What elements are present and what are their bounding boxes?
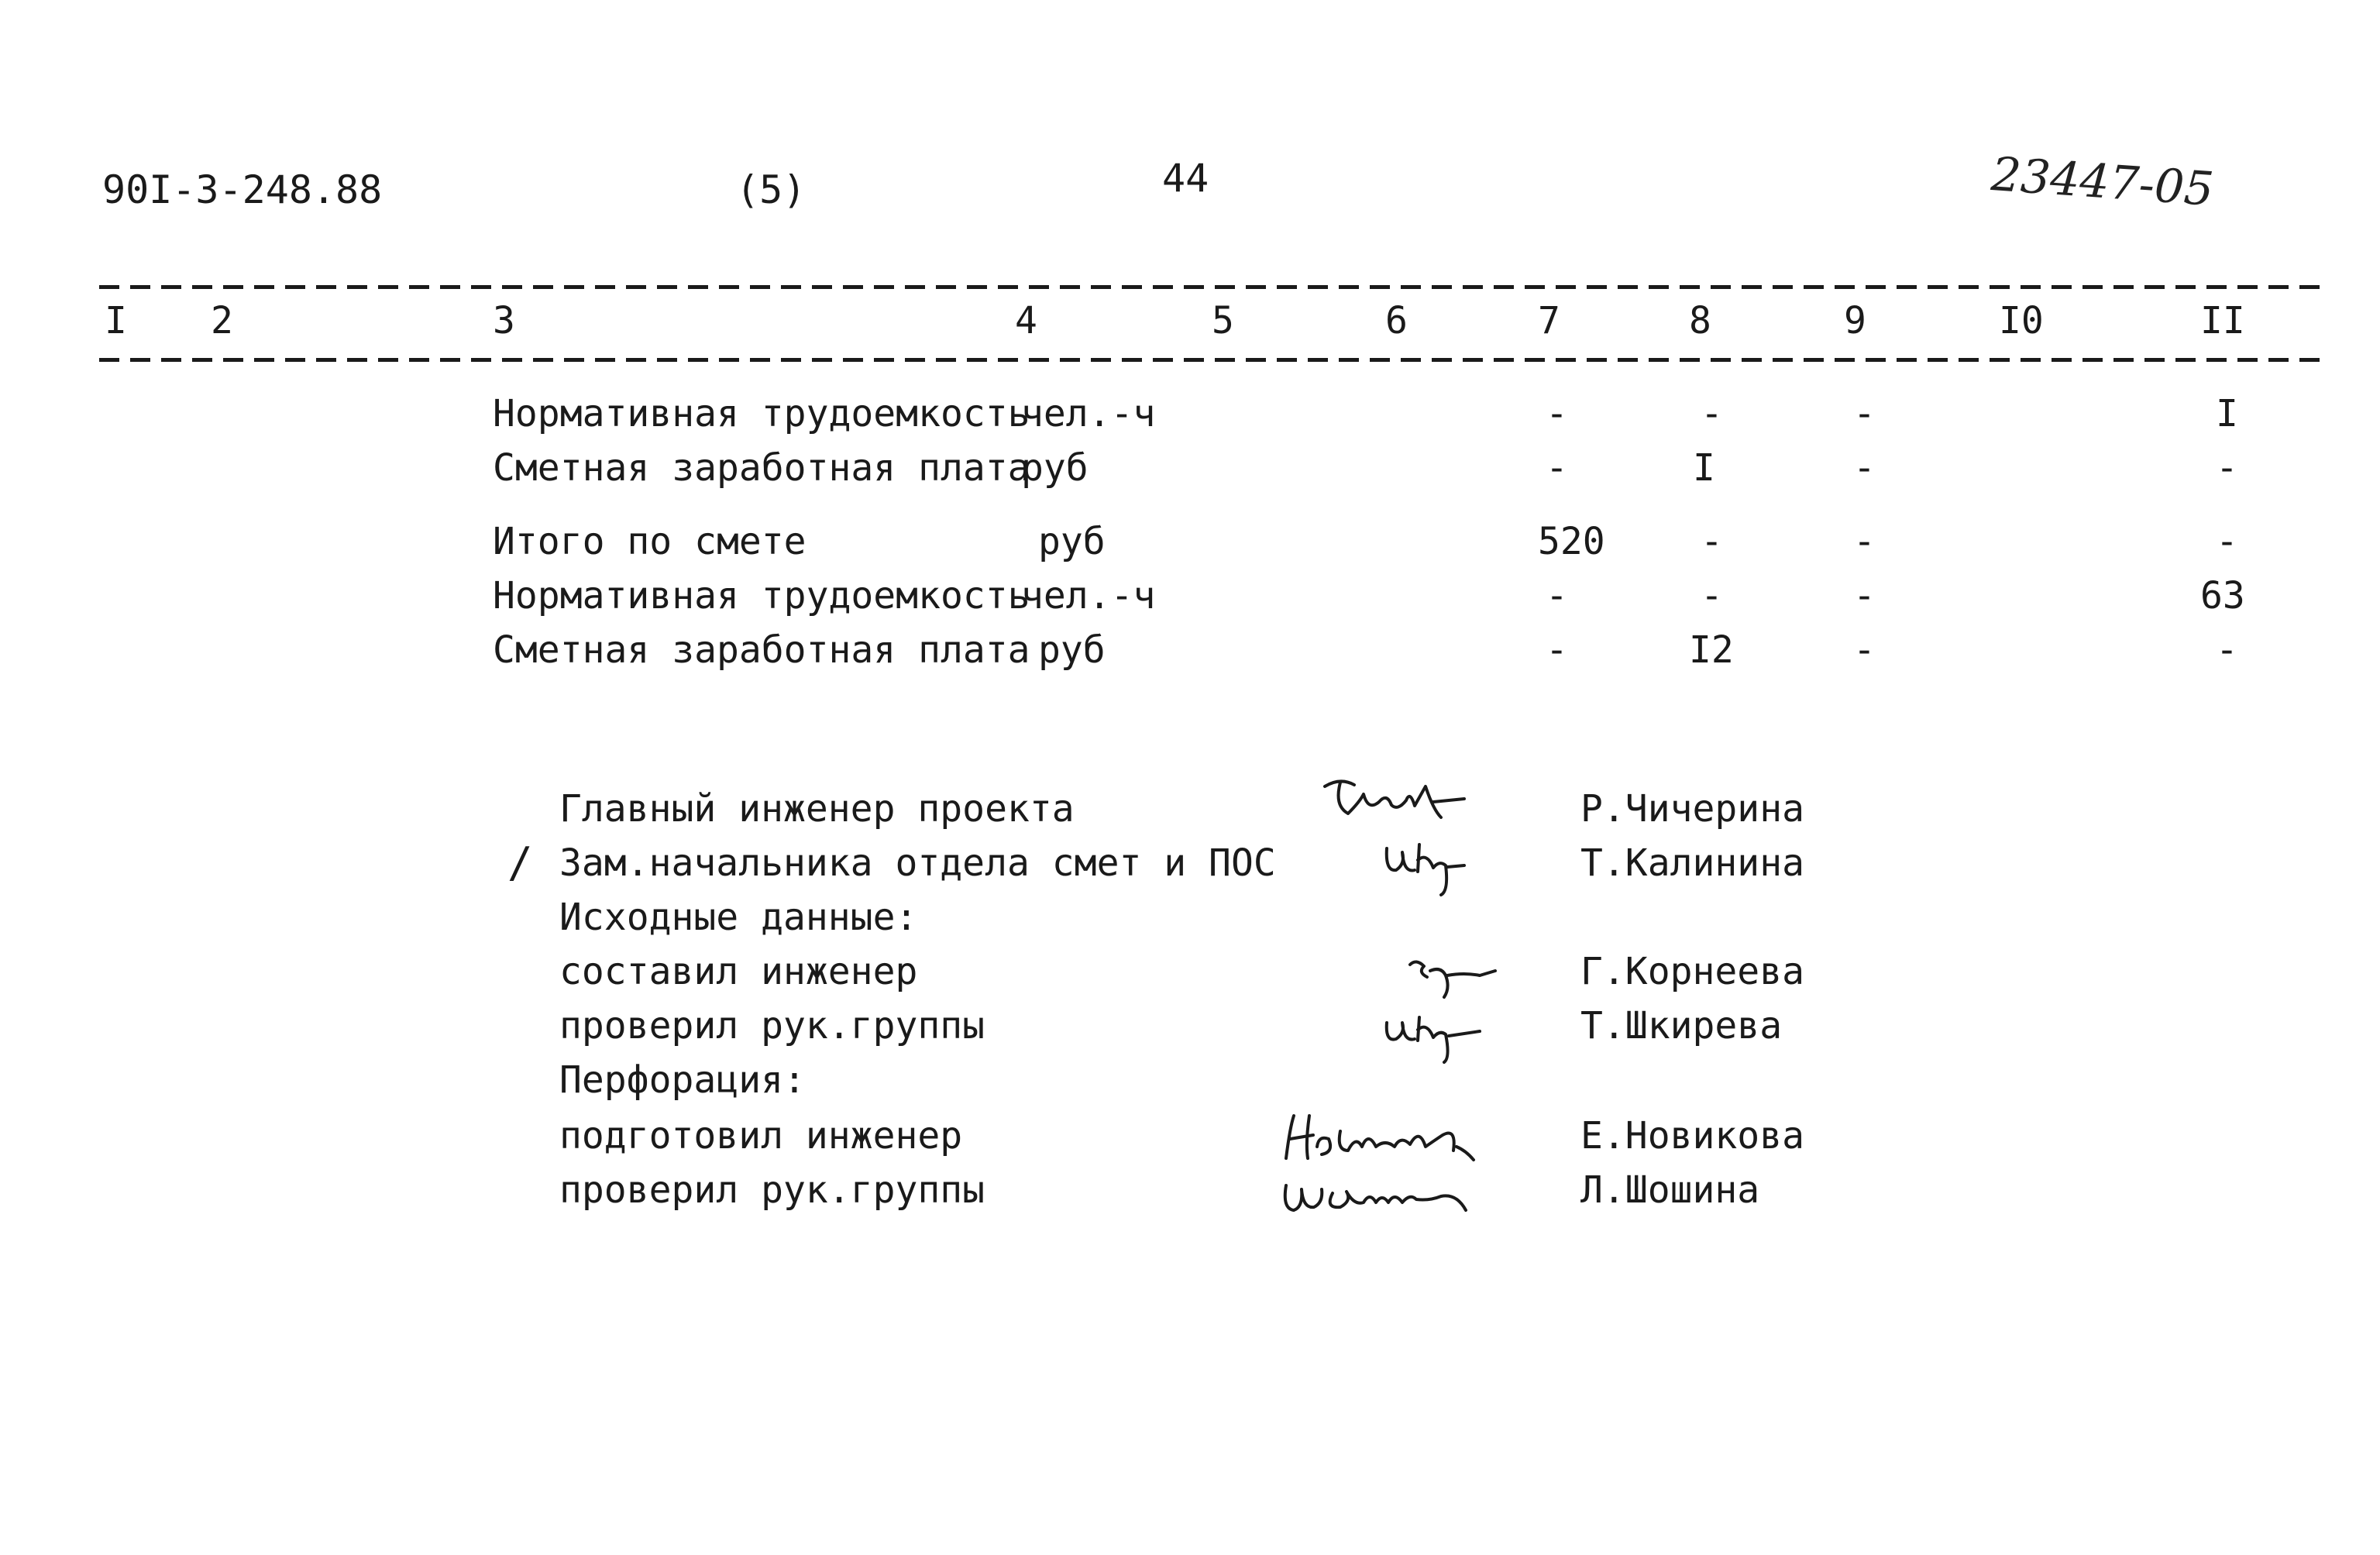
row-col9: - bbox=[1853, 520, 1876, 563]
row-col9: - bbox=[1853, 446, 1876, 490]
column-number: 9 bbox=[1844, 299, 1866, 342]
column-number: I bbox=[105, 299, 127, 342]
table-header-top-rule bbox=[99, 285, 2323, 289]
signatory-name: Р.Чичерина bbox=[1580, 787, 1804, 831]
row-unit: руб bbox=[1021, 446, 1089, 490]
document-code: 90I-3-248.88 bbox=[102, 167, 383, 212]
row-name: Нормативная трудоемкость bbox=[493, 574, 1030, 618]
signature-label: подготовил инженер bbox=[559, 1114, 963, 1158]
row-col8: I bbox=[1693, 446, 1715, 490]
row-name: Сметная заработная плата bbox=[493, 446, 1030, 490]
row-col7: 520 bbox=[1538, 520, 1605, 563]
signatory-name: Л.Шошина bbox=[1580, 1168, 1760, 1212]
row-col9: - bbox=[1853, 628, 1876, 672]
row-col9: - bbox=[1853, 392, 1876, 435]
row-col7: - bbox=[1546, 628, 1568, 672]
document-part: (5) bbox=[736, 167, 807, 212]
column-number: 8 bbox=[1689, 299, 1711, 342]
signatory-name: Т.Калинина bbox=[1580, 841, 1804, 885]
signatory-name: Е.Новикова bbox=[1580, 1114, 1804, 1158]
row-col8: - bbox=[1701, 392, 1723, 435]
row-col8: I2 bbox=[1689, 628, 1734, 672]
signature-label: Зам.начальника отдела смет и ПОС bbox=[559, 841, 1276, 885]
column-number: II bbox=[2200, 299, 2245, 342]
row-unit: чел.-ч bbox=[1021, 574, 1156, 618]
signature-handwritten bbox=[1379, 833, 1503, 903]
row-col7: - bbox=[1546, 446, 1568, 490]
section-label: Исходные данные: bbox=[559, 896, 918, 939]
signatory-name: Г.Корнеева bbox=[1580, 950, 1804, 993]
row-unit: руб bbox=[1038, 628, 1106, 672]
signature-label: проверил рук.группы bbox=[559, 1168, 985, 1212]
row-unit: чел.-ч bbox=[1021, 392, 1156, 435]
column-number: 3 bbox=[493, 299, 515, 342]
row-col7: - bbox=[1546, 574, 1568, 618]
row-col11: I bbox=[2216, 392, 2238, 435]
row-col11: - bbox=[2216, 520, 2238, 563]
column-number: 5 bbox=[1212, 299, 1234, 342]
column-number: I0 bbox=[1999, 299, 2044, 342]
column-number: 4 bbox=[1015, 299, 1037, 342]
table-header-bottom-rule bbox=[99, 358, 2323, 362]
row-name: Сметная заработная плата bbox=[493, 628, 1030, 672]
signature-label: проверил рук.группы bbox=[559, 1004, 985, 1048]
signature-handwritten bbox=[1402, 949, 1511, 1011]
signatory-name: Т.Шкирева bbox=[1580, 1004, 1783, 1048]
signature-label: составил инженер bbox=[559, 950, 918, 993]
signature-handwritten bbox=[1317, 771, 1472, 841]
page-number: 44 bbox=[1162, 156, 1209, 201]
row-col8: - bbox=[1701, 520, 1723, 563]
row-col11: 63 bbox=[2200, 574, 2245, 618]
row-name: Итого по смете bbox=[493, 520, 807, 563]
row-col7: - bbox=[1546, 392, 1568, 435]
inventory-number: 23447-05 bbox=[1989, 147, 2216, 217]
column-number: 7 bbox=[1538, 299, 1560, 342]
section-label: Перфорация: bbox=[559, 1058, 806, 1102]
signature-label: Главный инженер проекта bbox=[559, 787, 1075, 831]
column-number: 6 bbox=[1385, 299, 1408, 342]
row-col11: - bbox=[2216, 628, 2238, 672]
column-number: 2 bbox=[211, 299, 233, 342]
row-name: Нормативная трудоемкость bbox=[493, 392, 1030, 435]
row-col9: - bbox=[1853, 574, 1876, 618]
signature-handwritten bbox=[1379, 1003, 1503, 1065]
row-col11: - bbox=[2216, 446, 2238, 490]
row-unit: руб bbox=[1038, 520, 1106, 563]
signature-handwritten bbox=[1271, 1162, 1495, 1232]
margin-mark: / bbox=[507, 838, 533, 887]
row-col8: - bbox=[1701, 574, 1723, 618]
